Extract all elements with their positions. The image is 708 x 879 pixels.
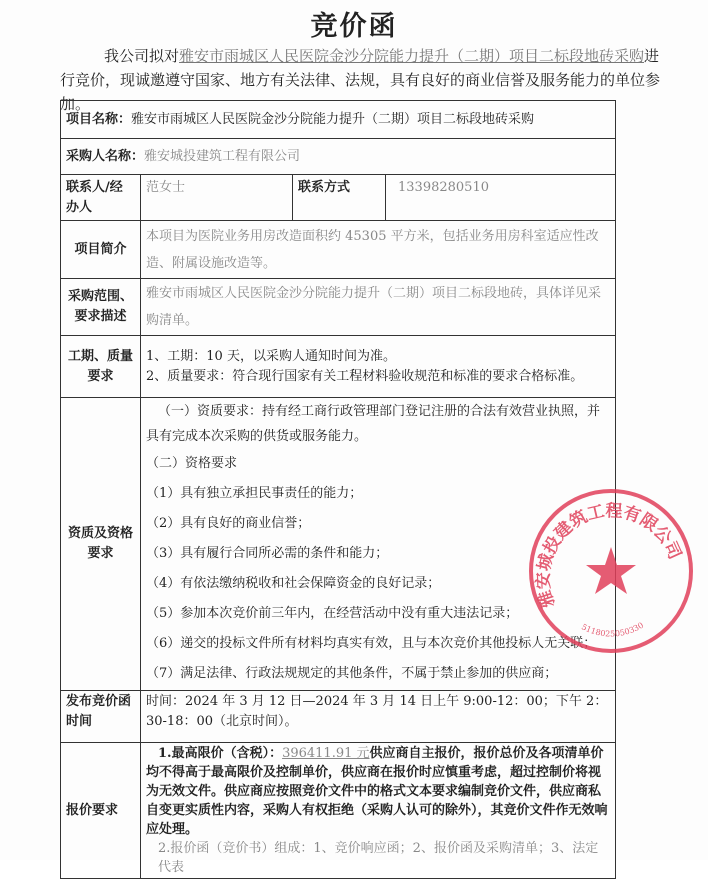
scope-value: 雅安市雨城区人民医院金沙分院能力提升（二期）项目二标段地砖，具体详见采购清单。 [141, 279, 616, 336]
qual-item: （7）满足法律、行政法规规定的其他条件，不属于禁止参加的供应商； [146, 666, 558, 681]
project-row [61, 101, 616, 139]
qual-label: 资质及资格要求 [61, 398, 141, 691]
qual-item: （二）资格要求 [146, 456, 238, 471]
svg-text:5118025050330: 5118025050330 [579, 620, 646, 639]
contact-label: 联系人/经办人 [61, 175, 141, 221]
quote-price: 396411.91 元 [282, 746, 370, 761]
phone-label: 联系方式 [293, 175, 386, 221]
contact-value: 范女士 [141, 175, 293, 221]
buyer-label: 采购人名称： [66, 148, 145, 164]
intro-prefix: 我公司拟对 [104, 47, 180, 65]
qual-item: （5）参加本次竞价前三年内，在经营活动中没有重大违法记录； [146, 606, 519, 621]
publish-value: 时间：2024 年 3 月 12 日—2024 年 3 月 14 日上午 9:00-12：00；下午 2：30-18：00（北京时间）。 [141, 691, 616, 743]
project-value: 雅安市雨城区人民医院金沙分院能力提升（二期）项目二标段地砖采购 [131, 111, 535, 127]
scope-label: 采购范围、要求描述 [61, 279, 141, 336]
period-duration: 1、工期：10 天，以采购人通知时间为准。 [146, 348, 396, 364]
qual-item: （4）有依法缴纳税收和社会保障资金的良好记录； [146, 576, 441, 591]
intro-project: 雅安市雨城区人民医院金沙分院能力提升（二期）项目二标段地砖采购 [179, 47, 645, 65]
period-quality: 2、质量要求：符合现行国家有关工程材料验收规范和标准的要求合格标准。 [146, 368, 584, 384]
qual-item: （1）具有独立承担民事责任的能力； [146, 486, 363, 501]
summary-value: 本项目为医院业务用房改造面积约 45305 平方米，包括业务用房科室适应性改造、附属设施改造等。 [141, 221, 616, 279]
qual-item: （2）具有良好的商业信誉； [146, 516, 311, 531]
phone-value: 13398280510 [386, 175, 616, 221]
period-label: 工期、质量要求 [61, 336, 141, 398]
buyer-row [61, 139, 616, 175]
company-seal [525, 485, 697, 657]
intro-suffix: 进行竞价，现诚邀遵守国家、地方有关法律、法规，具有良好的商业信誉及服务能力的单位参加。 [60, 47, 661, 113]
quote-composition: 2.报价函（竞价书）组成：1、竞价响应函；2、报价函及采购清单；3、法定代表 [158, 841, 599, 875]
svg-text:雅安城投建筑工程有限公司: 雅安城投建筑工程有限公司 [533, 501, 685, 610]
project-label: 项目名称： [66, 111, 132, 127]
publish-label: 发布竞价函时间 [61, 691, 141, 743]
page-title: 竞价函 [310, 11, 398, 42]
quote-prefix: 1.最高限价（含税）： [158, 746, 283, 761]
qual-item: （一）资质要求：持有经工商行政管理部门登记注册的合法有效营业执照，并具有完成本次采购的供货或服务能力。 [146, 404, 601, 444]
quote-label: 报价要求 [61, 743, 141, 879]
quote-text: 供应商自主报价，报价总价及各项清单价均不得高于最高限价及控制单价，供应商在报价时应慎重考虑，超过控制价将视为无效文件。供应商应按照竞价文件中的格式文本要求编制竞价文件，供应商私自变更实质性内容，采购人有权拒绝（采购人认可的除外），其竞价文件作无效响应处理。 [146, 746, 608, 837]
qual-item: （3）具有履行合同所必需的条件和能力； [146, 546, 389, 561]
buyer-value: 雅安城投建筑工程有限公司 [144, 148, 301, 164]
qual-item: （6）递交的投标文件所有材料均真实有效，且与本次竞价其他投标人无关联； [146, 636, 597, 651]
summary-label: 项目简介 [61, 221, 141, 279]
